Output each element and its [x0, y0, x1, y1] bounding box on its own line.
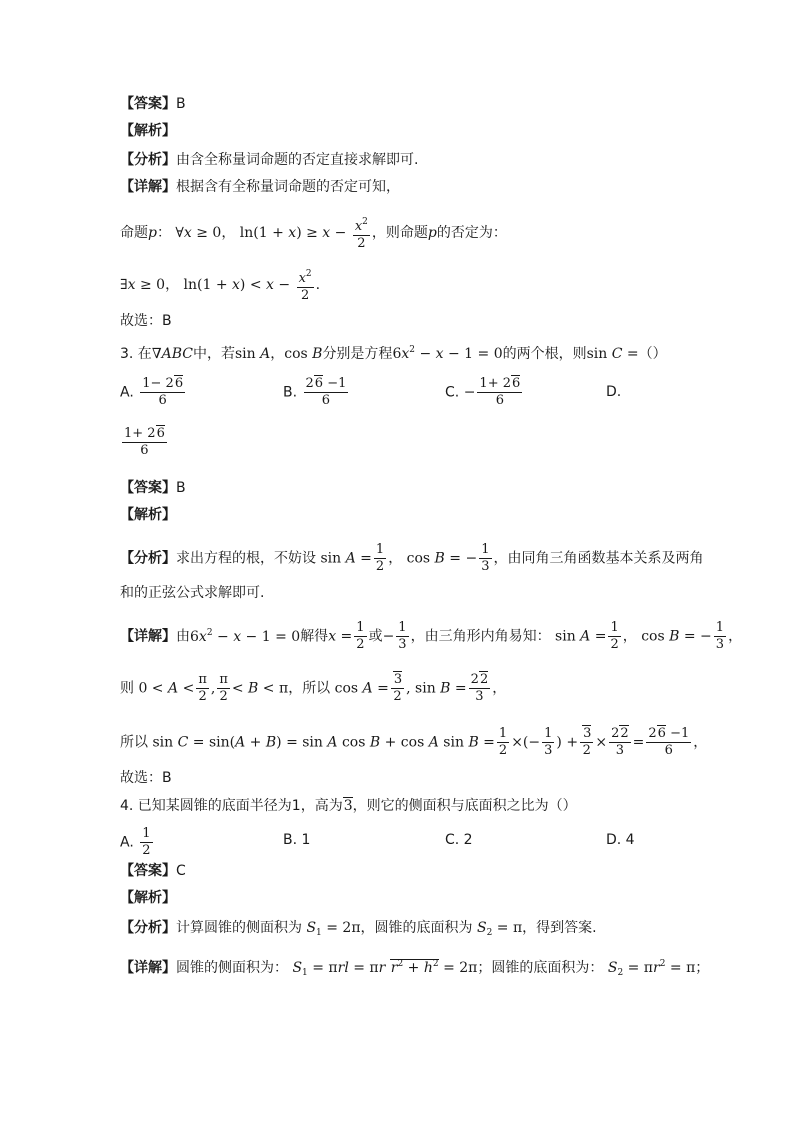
q2-analysis-label: 【解析】 — [120, 123, 176, 139]
q3-fenxi-line: 【分析】求出方程的根，不妨设 sin A = $\frac{1}{2}$ ， cos B = − $\frac{1}{3}$ ，由同角三角函数基本关系及两角 — [120, 542, 704, 574]
xiangjie-label: 【详解】 — [120, 960, 176, 976]
option-label: A. — [120, 384, 134, 401]
q3-answer: B — [176, 480, 186, 496]
q3-option-a: A. $\frac{1- 26}{6}$ — [120, 376, 184, 408]
xiangjie-label: 【详解】 — [120, 628, 176, 645]
q2-conclusion: 故选：B — [120, 313, 172, 329]
fraction-x2-over-2: $\frac{x^2}{2}$ — [297, 266, 314, 304]
q3-stem-mid1: 中，若 — [192, 346, 235, 362]
q2-answer-line — [120, 94, 186, 114]
q4-answer-line — [120, 861, 186, 881]
q3-option-d — [606, 382, 621, 402]
q4-fenxi-end: ，得到答案. — [522, 920, 597, 936]
q3-xiangjie-mid: ，由三角形内角易知： — [410, 628, 551, 645]
q2-fenxi: 由含全称量词命题的否定直接求解即可. — [176, 152, 419, 168]
q3-answer-line — [120, 478, 186, 498]
q3-option-b: B. $\frac{26 -1}{6}$ — [283, 376, 347, 408]
q4-option-a: A. $\frac{1}{2}$ — [120, 826, 151, 858]
q3-stem-prefix: 3. 在 — [120, 346, 152, 362]
option-label: A. — [120, 834, 134, 851]
q2-mingti-end: 的否定为： — [436, 225, 507, 241]
q3-stem-end: （） — [638, 346, 667, 362]
q4-xiangjie-mid: ；圆锥的底面积为： — [477, 960, 604, 976]
q4-fenxi-prefix: 计算圆锥的侧面积为 — [176, 920, 302, 936]
q2-mingti-suffix: ，则命题 — [371, 225, 428, 241]
q4-fenxi-mid: ，圆锥的底面积为 — [360, 920, 473, 936]
answer-label: 【答案】 — [120, 480, 176, 496]
fenxi-label: 【分析】 — [120, 920, 176, 936]
q2-mingti-line: 命题p： ∀x ≥ 0， ln(1 + x) ≥ x − $\frac{x^2}{2}$ ，则命题p的否定为： — [120, 214, 507, 252]
option-label: B. — [283, 384, 298, 401]
q3-line-suoyi: 所以 — [302, 680, 331, 697]
q3-stem-mid2: 分别是方程 — [322, 346, 393, 362]
q3-analysis-label: 【解析】 — [120, 507, 176, 523]
q3-line-suoyi: 所以 — [120, 734, 148, 751]
q4-option-d: D. 4 — [606, 832, 635, 848]
q3-option-c: C. − $\frac{1+ 26}{6}$ — [445, 376, 521, 408]
q2-mingti-prefix: 命题 — [120, 225, 148, 241]
q2-xiangjie-line — [120, 177, 400, 197]
q3-line-ze: 则 — [120, 680, 134, 697]
q3-fenxi-prefix: 求出方程的根，不妨设 — [176, 550, 316, 567]
q3-result-line: 所以 sin C = sin(A + B) = sin A cos B + cos A sin B = $\frac{1}{2}$ ×(− $\frac{1}{3}$ ) + $\frac{3}{2}$ × $\frac{22}{3}$ = $\frac{26 -1}{6}$ ， — [120, 726, 708, 758]
fenxi-label: 【分析】 — [120, 550, 176, 567]
q2-negation-line: ∃x ≥ 0， ln(1 + x) < x − $\frac{x^2}{2}$ . — [120, 266, 320, 304]
q4-xiangjie-line: 【详解】圆锥的侧面积为： $S_1 = \pi rl = \pi r$ $r^2 + h^2 = 2\pi$；圆锥的底面积为： $S_2 = \pi r^2 = \pi$； — [120, 959, 710, 978]
q3-fenxi-suffix: ，由同角三角函数基本关系及两角 — [493, 550, 704, 567]
answer-label: 【答案】 — [120, 863, 176, 879]
q3-xiangjie-prefix: 由 — [176, 628, 190, 645]
option-label: D. — [606, 384, 622, 400]
q4-analysis-label: 【解析】 — [120, 890, 176, 906]
answer-label: 【答案】 — [120, 96, 176, 112]
q2-fenxi-line — [120, 150, 418, 170]
q4-fenxi-line: 【分析】计算圆锥的侧面积为 $S_1 = 2\pi$，圆锥的底面积为 $S_2 = \pi$，得到答案. — [120, 920, 597, 938]
q3-range-line: 则 0 < A < $\frac{\pi}{2}$ , $\frac{\pi}{2}$ < B < π，所以 cos A = $\frac{3}{2}$ , sin B = $\frac{22}{3}$ ， — [120, 672, 507, 704]
fenxi-label: 【分析】 — [120, 152, 176, 168]
q4-stem-suffix: ，则它的侧面积与底面积之比为（） — [352, 798, 577, 814]
q4-option-b: B. 1 — [283, 832, 311, 848]
xiangjie-label: 【详解】 — [120, 179, 176, 195]
q2-answer: B — [176, 96, 186, 112]
fraction-x2-over-2: $\frac{x^2}{2}$ — [353, 214, 370, 252]
q3-fenxi-line2: 和的正弦公式求解即可. — [120, 585, 265, 601]
q2-xiangjie-intro: 根据含有全称量词命题的否定可知， — [176, 179, 400, 195]
q4-answer: C — [176, 863, 186, 879]
q3-option-d-value: $\frac{1+ 26}{6}$ — [124, 426, 165, 458]
q3-xiangjie-line: 【详解】由$6x^2 - x - 1 = 0$解得x = $\frac{1}{2}$ 或− $\frac{1}{3}$ ，由三角形内角易知： sin A = $\frac{1}{2}$ ， cos B = − $\frac{1}{3}$ ， — [120, 620, 743, 652]
q4-stem: 4. 已知某圆锥的底面半径为1，高为3，则它的侧面积与底面积之比为（） — [120, 798, 577, 814]
q3-xiangjie-huo: 或 — [368, 628, 383, 645]
q3-conclusion: 故选：B — [120, 770, 172, 786]
q3-stem: 3. 在∇ABC中，若sin A，cos B分别是方程$6x^2 - x - 1 = 0$的两个根，则sin C =（） — [120, 345, 667, 362]
q4-option-c: C. 2 — [445, 832, 473, 848]
q4-xiangjie-prefix: 圆锥的侧面积为： — [176, 960, 288, 976]
q3-stem-mid3: 的两个根，则 — [502, 346, 587, 362]
q4-stem-prefix: 4. 已知某圆锥的底面半径为1，高为 — [120, 798, 343, 814]
q4-xiangjie-end: ； — [695, 960, 710, 976]
q3-xiangjie-jiede: 解得 — [300, 628, 329, 645]
option-label: C. — [445, 384, 460, 401]
